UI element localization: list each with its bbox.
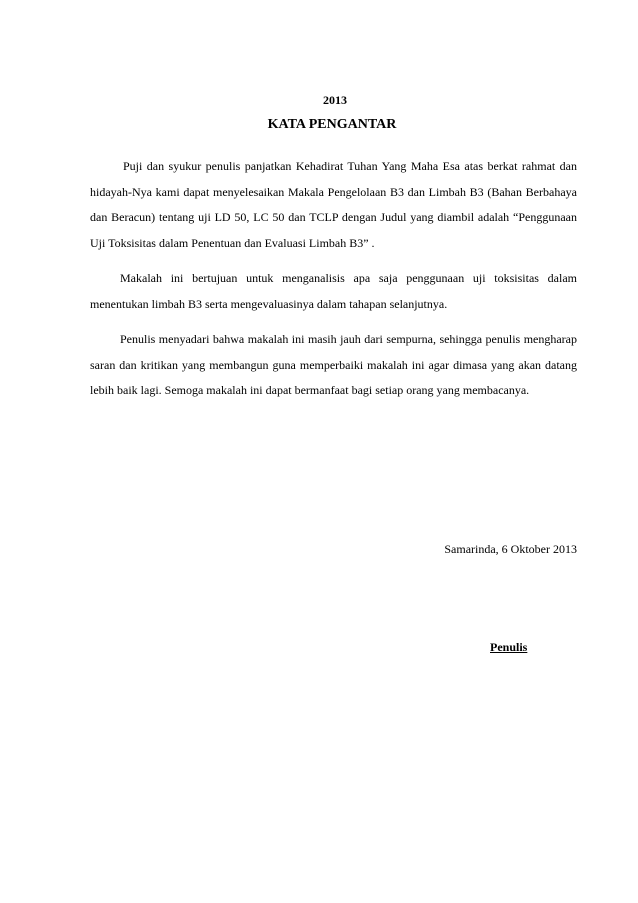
page-title: KATA PENGANTAR: [267, 117, 397, 132]
paragraph-purpose: Makalah ini bertujuan untuk menganalisis apa saja penggunaan uji toksisitas dalam menentukan limbah B3 serta mengevaluasinya dalam tahapan selanjutnya.: [90, 271, 577, 311]
paragraph-closing: Penulis menyadari bahwa makalah ini masih jauh dari sempurna, sehingga penulis mengharap saran dan kritikan yang membangun guna memperbaiki makalah ini agar dimasa yang akan datang lebih baik lagi. Semoga makalah ini dapat bermanfaat bagi setiap orang yang membacanya.: [90, 332, 577, 397]
document-year: 2013: [323, 93, 347, 107]
document-body: [90, 154, 577, 414]
place-date: Samarinda, 6 Oktober 2013: [444, 542, 577, 556]
author-signature: Penulis: [490, 640, 528, 654]
paragraph-gratitude: Puji dan syukur penulis panjatkan Kehadirat Tuhan Yang Maha Esa atas berkat rahmat dan hidayah-Nya kami dapat menyelesaikan Makala Pengelolaan B3 dan Limbah B3 (Bahan Berbahaya dan Beracun) tentang uji LD 50, LC 50 dan TCLP dengan Judul yang diambil adalah “Penggunaan Uji Toksisitas dalam Penentuan dan Evaluasi Limbah B3” .: [90, 159, 577, 250]
